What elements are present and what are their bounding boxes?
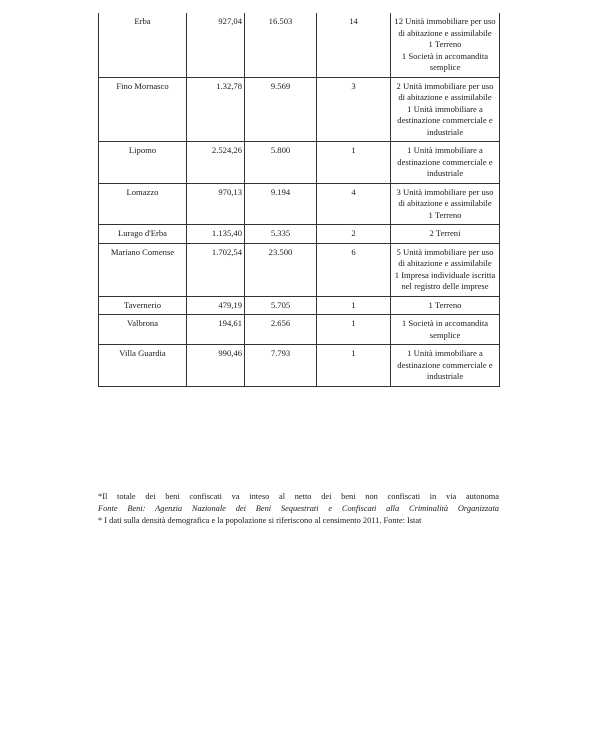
cell-count: 3 bbox=[317, 77, 391, 142]
description-line: 1 Società in accomandita semplice bbox=[401, 50, 489, 72]
cell-description bbox=[391, 225, 500, 244]
cell-description bbox=[391, 183, 500, 225]
cell-description bbox=[391, 296, 500, 315]
description-line: 2 Terreni bbox=[429, 228, 461, 238]
cell-value-2: 5.335 bbox=[245, 225, 317, 244]
description-line: 5 Unità immobiliare per uso di abitazione e assimilabile bbox=[396, 246, 494, 268]
cell-value-1: 1.32,78 bbox=[187, 77, 245, 142]
cell-value-1: 1.135,40 bbox=[187, 225, 245, 244]
footnote-total: *Il totale dei beni confiscati va inteso al netto dei beni non confiscati in via autonoma bbox=[98, 492, 499, 501]
cell-count: 1 bbox=[317, 345, 391, 387]
cell-count: 1 bbox=[317, 315, 391, 345]
cell-description bbox=[391, 142, 500, 184]
cell-count: 6 bbox=[317, 243, 391, 296]
cell-comune: Fino Mornasco bbox=[99, 77, 187, 142]
table-row bbox=[99, 13, 500, 77]
description-line: 1 Società in accomandita semplice bbox=[401, 318, 489, 340]
cell-comune: Erba bbox=[99, 13, 187, 77]
cell-value-2: 23.500 bbox=[245, 243, 317, 296]
cell-value-1: 1.702,54 bbox=[187, 243, 245, 296]
cell-count: 2 bbox=[317, 225, 391, 244]
cell-value-1: 194,61 bbox=[187, 315, 245, 345]
table-row bbox=[99, 296, 500, 315]
description-line: 1 Terreno bbox=[428, 299, 462, 310]
cell-description bbox=[391, 345, 500, 387]
cell-value-2: 9.569 bbox=[245, 77, 317, 142]
table-row bbox=[99, 315, 500, 345]
confiscated-assets-table bbox=[98, 13, 500, 387]
table-row bbox=[99, 183, 500, 225]
description-line: 1 Terreno bbox=[428, 209, 462, 220]
footnote-census: * I dati sulla densità demografica e la popolazione si riferiscono al censimento 2011. Fonte: Istat bbox=[98, 516, 422, 525]
cell-value-1: 2.524,26 bbox=[187, 142, 245, 184]
description-line: 2 Unità immobiliare per uso di abitazione e assimilabile bbox=[396, 80, 494, 102]
description-line: 1 Impresa individuale iscritta nel registro delle imprese bbox=[394, 269, 496, 291]
cell-value-1: 479,19 bbox=[187, 296, 245, 315]
cell-description bbox=[391, 315, 500, 345]
cell-description bbox=[391, 77, 500, 142]
table-row bbox=[99, 142, 500, 184]
description-line: 1 Unità immobiliare a destinazione commerciale e industriale bbox=[397, 145, 493, 178]
cell-value-1: 990,46 bbox=[187, 345, 245, 387]
footnote-source bbox=[98, 503, 499, 515]
cell-value-2: 5.705 bbox=[245, 296, 317, 315]
table-row bbox=[99, 225, 500, 244]
table-row bbox=[99, 77, 500, 142]
cell-description bbox=[391, 243, 500, 296]
cell-comune: Mariano Comense bbox=[99, 243, 187, 296]
table-row bbox=[99, 243, 500, 296]
cell-value-1: 927,04 bbox=[187, 13, 245, 77]
cell-count: 1 bbox=[317, 142, 391, 184]
cell-value-2: 7.793 bbox=[245, 345, 317, 387]
footnote-source-text: Fonte Beni: Agenzia Nazionale dei Beni Sequestrati e Confiscati alla Criminalità Organizzata bbox=[98, 504, 499, 513]
cell-count: 14 bbox=[317, 13, 391, 77]
cell-value-1: 970,13 bbox=[187, 183, 245, 225]
table-body bbox=[99, 13, 500, 386]
cell-comune: Lurago d'Erba bbox=[99, 225, 187, 244]
cell-value-2: 2.656 bbox=[245, 315, 317, 345]
footnotes bbox=[98, 491, 499, 527]
cell-value-2: 9.194 bbox=[245, 183, 317, 225]
cell-comune: Villa Guardia bbox=[99, 345, 187, 387]
description-line: 1 Unità immobiliare a destinazione commerciale e industriale bbox=[397, 348, 493, 381]
description-line: 3 Unità immobiliare per uso di abitazione e assimilabile bbox=[396, 186, 494, 208]
description-line: 1 Unità immobiliare a destinazione commerciale e industriale bbox=[397, 103, 493, 137]
description-line: 1 Terreno bbox=[428, 39, 462, 49]
cell-value-2: 5.800 bbox=[245, 142, 317, 184]
cell-count: 4 bbox=[317, 183, 391, 225]
description-line: 12 Unità immobiliare per uso di abitazione e assimilabile bbox=[394, 16, 496, 38]
cell-comune: Lomazzo bbox=[99, 183, 187, 225]
cell-count: 1 bbox=[317, 296, 391, 315]
cell-value-2: 16.503 bbox=[245, 13, 317, 77]
table-row bbox=[99, 345, 500, 387]
cell-comune: Tavernerio bbox=[99, 296, 187, 315]
cell-comune: Valbrona bbox=[99, 315, 187, 345]
cell-description bbox=[391, 13, 500, 77]
cell-comune: Lipomo bbox=[99, 142, 187, 184]
